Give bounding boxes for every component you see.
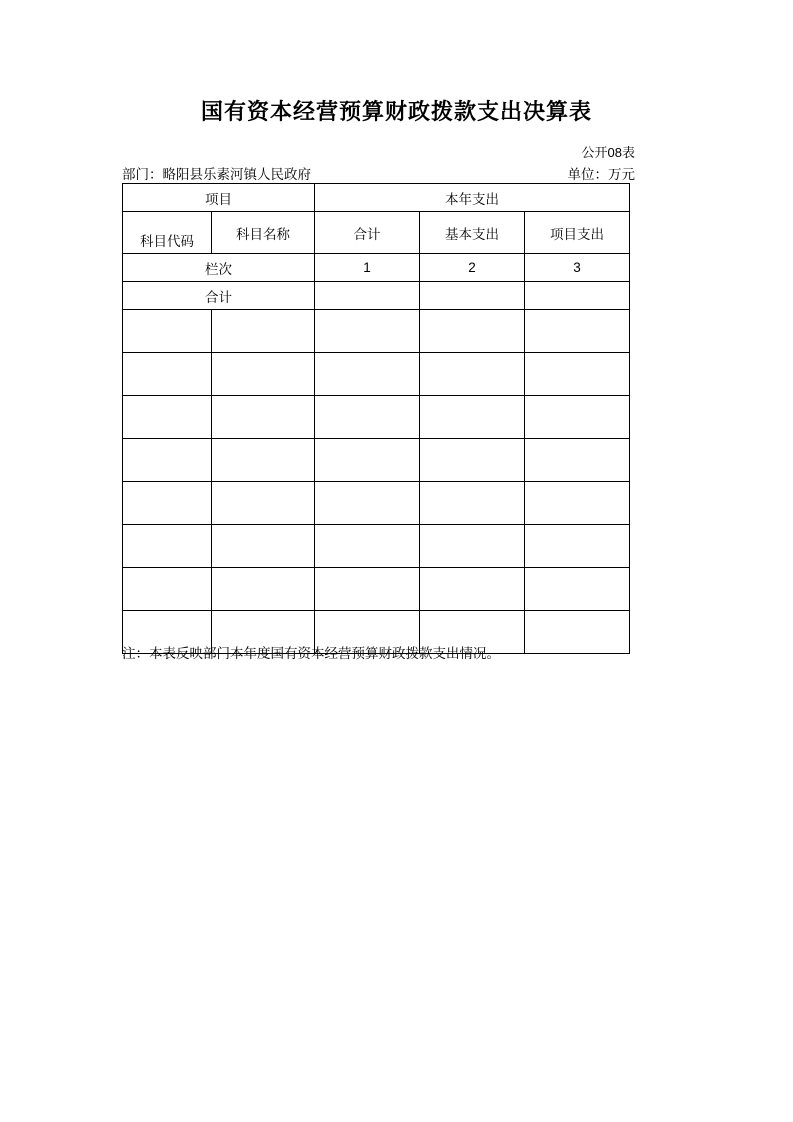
form-code-label: 公开08表 (581, 145, 635, 160)
cell-name (212, 310, 315, 353)
cell-basic (420, 310, 525, 353)
cell-basic (420, 525, 525, 568)
table-row (123, 568, 630, 611)
cell-code (123, 568, 212, 611)
cell-sum (315, 525, 420, 568)
table-row-index (123, 254, 630, 282)
table-row-total (123, 282, 630, 310)
row-index-1: 1 (315, 254, 420, 282)
cell-name (212, 525, 315, 568)
row-index-3: 3 (525, 254, 630, 282)
cell-sum (315, 310, 420, 353)
cell-project (525, 611, 630, 654)
cell-code (123, 482, 212, 525)
cell-code (123, 525, 212, 568)
cell-name (212, 396, 315, 439)
cell-name (212, 482, 315, 525)
cell-basic (420, 568, 525, 611)
cell-name (212, 568, 315, 611)
column-header-code (123, 212, 212, 254)
total-project (525, 282, 630, 310)
cell-basic (420, 439, 525, 482)
cell-basic (420, 353, 525, 396)
cell-project (525, 353, 630, 396)
table-row (123, 310, 630, 353)
table-note: 注：本表反映部门本年度国有资本经营预算财政拨款支出情况。 (122, 646, 500, 661)
table-row (123, 396, 630, 439)
row-index-2: 2 (420, 254, 525, 282)
cell-project (525, 310, 630, 353)
cell-sum (315, 568, 420, 611)
column-header-name: 科目名称 (212, 212, 315, 254)
cell-code (123, 396, 212, 439)
cell-project (525, 439, 630, 482)
page-title: 国有资本经营预算财政拨款支出决算表 (200, 99, 592, 124)
cell-code (123, 310, 212, 353)
table-row (123, 439, 630, 482)
cell-sum (315, 396, 420, 439)
table-row (123, 353, 630, 396)
cell-sum (315, 353, 420, 396)
table-header-group-row (123, 184, 630, 212)
cell-sum (315, 482, 420, 525)
total-basic (420, 282, 525, 310)
budget-expenditure-table (122, 183, 630, 654)
column-header-basic: 基本支出 (420, 212, 525, 254)
cell-project (525, 396, 630, 439)
table-row (123, 525, 630, 568)
total-sum (315, 282, 420, 310)
cell-name (212, 353, 315, 396)
cell-code (123, 439, 212, 482)
cell-basic (420, 396, 525, 439)
column-header-sum: 合计 (315, 212, 420, 254)
cell-code (123, 353, 212, 396)
column-header-code-label: 科目代码 (140, 233, 194, 249)
table-header-row (123, 212, 630, 254)
header-group-right: 本年支出 (315, 184, 630, 212)
header-group-left: 项目 (123, 184, 315, 212)
cell-basic (420, 482, 525, 525)
cell-project (525, 568, 630, 611)
unit-label: 单位：万元 (567, 167, 635, 182)
cell-name (212, 439, 315, 482)
total-label: 合计 (123, 282, 315, 310)
table-row (123, 482, 630, 525)
department-label: 部门：略阳县乐素河镇人民政府 (122, 167, 311, 182)
cell-project (525, 525, 630, 568)
column-header-project: 项目支出 (525, 212, 630, 254)
cell-sum (315, 439, 420, 482)
row-index-label: 栏次 (123, 254, 315, 282)
cell-project (525, 482, 630, 525)
